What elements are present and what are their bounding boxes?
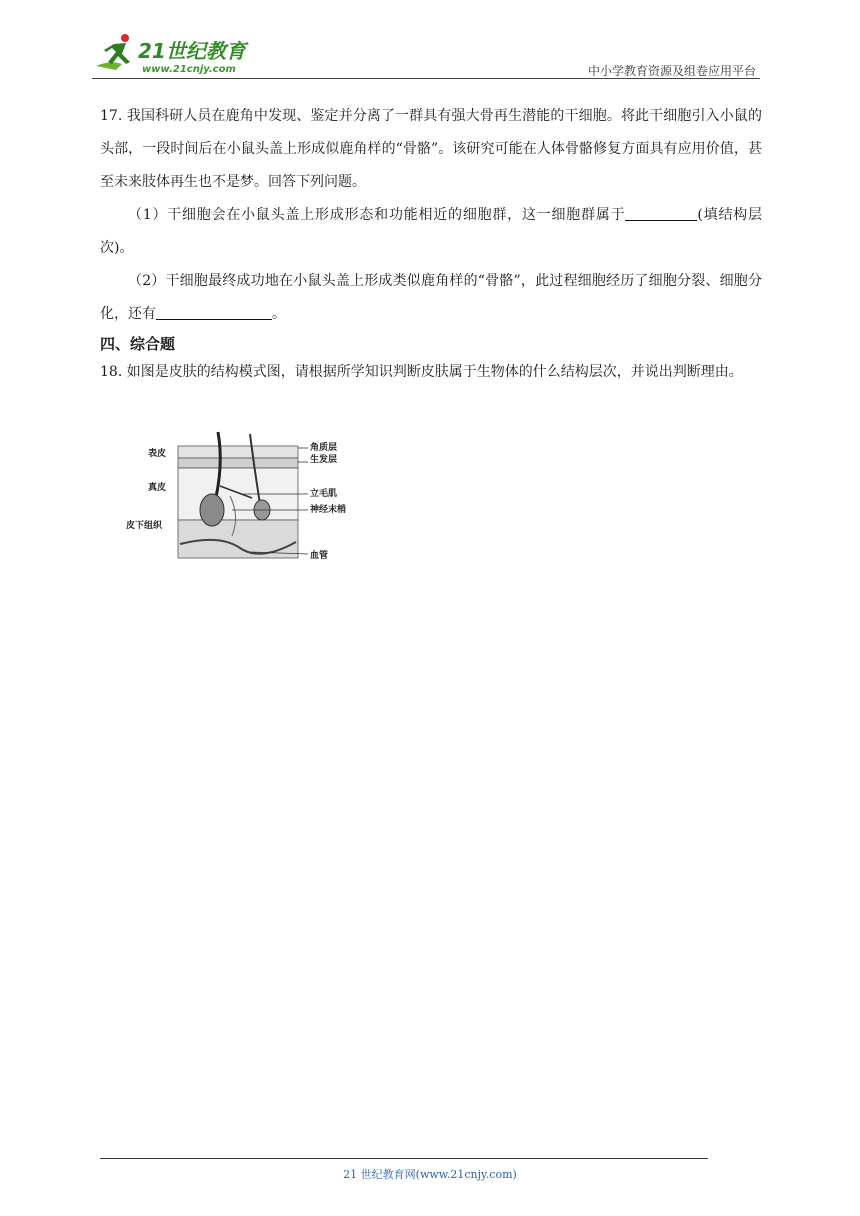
runner-icon: [96, 34, 130, 70]
subcutaneous-layer: [178, 520, 298, 558]
label-blood-vessel: 血管: [310, 551, 329, 561]
logo-text: 21世纪教育: [138, 39, 246, 63]
logo: [92, 30, 262, 78]
label-stratum-corneum: 角质层: [310, 443, 338, 453]
q17-part1-text: （1）干细胞会在小鼠头盖上形成形态和功能相近的细胞群，这一细胞群属于: [128, 207, 626, 223]
q17-part2-text: （2）干细胞最终成功地在小鼠头盖上形成类似鹿角样的“骨骼”，此过程细胞经历了细胞分裂、细胞分化，还有: [100, 273, 762, 322]
logo-url: www.21cnjy.com: [142, 64, 236, 75]
label-germinal-layer: 生发层: [310, 455, 338, 465]
label-nerve-endings: 神经末梢: [310, 505, 347, 515]
header-divider: [92, 78, 760, 79]
skin-structure-diagram: [120, 426, 370, 566]
label-arrector-pili: 立毛肌: [310, 489, 338, 499]
question-17-stem: 17. 我国科研人员在鹿角中发现、鉴定并分离了一群具有强大骨再生潜能的干细胞。将此干细胞引入小鼠的头部，一段时间后在小鼠头盖上形成似鹿角样的“骨骼”。该研究可能在人体骨骼修复方面具有应用价值，甚至未来肢体再生也不是梦。回答下列问题。: [100, 108, 762, 190]
page-header: [92, 30, 760, 80]
document-body: [100, 100, 762, 388]
q17-part2-suffix: 。: [272, 306, 286, 322]
q17-part1-suffix: (填结构层次)。: [100, 207, 763, 256]
label-subcutaneous: 皮下组织: [126, 521, 163, 531]
question-18-stem: 18. 如图是皮肤的结构模式图，请根据所学知识判断皮肤属于生物体的什么结构层次，并说出判断理由。: [100, 364, 743, 380]
question-17-part-1: [100, 199, 762, 265]
label-dermis: 真皮: [148, 483, 167, 493]
section-title: 四、综合题: [100, 335, 176, 353]
footer-source-link[interactable]: 21 世纪教育网(www.21cnjy.com): [343, 1168, 517, 1181]
label-epidermis: 表皮: [148, 449, 167, 459]
question-17-part-2: [100, 265, 762, 331]
answer-blank-1[interactable]: [625, 202, 697, 221]
answer-blank-2[interactable]: [156, 301, 272, 320]
stratum-corneum-layer: [178, 446, 298, 458]
footer-divider: [100, 1158, 708, 1159]
header-platform-text: 中小学教育资源及组卷应用平台: [587, 64, 756, 78]
germinal-layer: [178, 458, 298, 468]
